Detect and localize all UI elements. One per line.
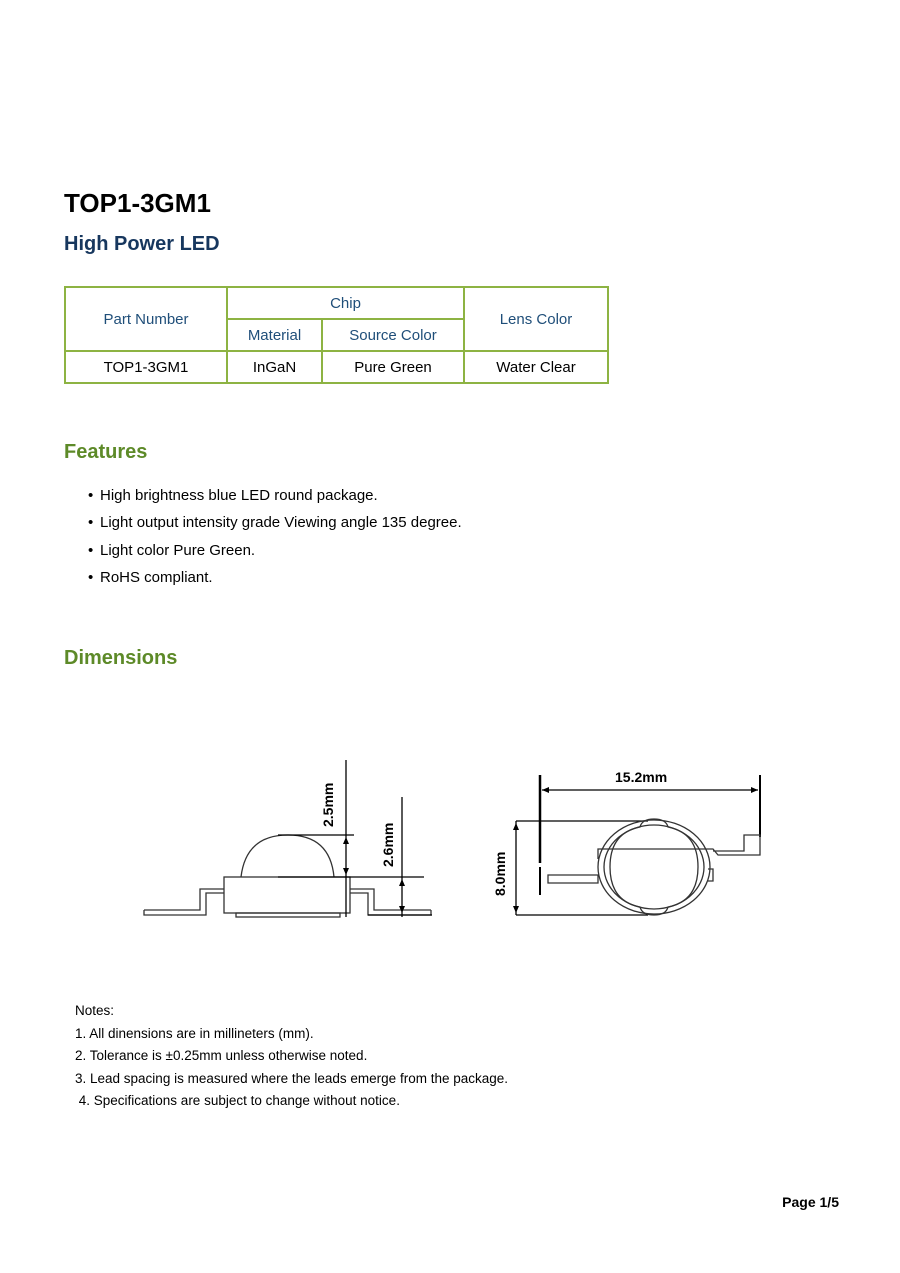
document-title: TOP1-3GM1 [64,188,211,218]
dimensions-heading: Dimensions [64,647,178,669]
lens-color-cell: Water Clear [464,351,608,383]
dome-height-label: 2.5mm [320,782,336,827]
bullet-icon: • [88,514,94,532]
document-subtitle: High Power LED [64,233,220,255]
list-item [88,513,462,540]
bullet-icon: • [88,541,94,559]
part-number-header: Part Number [65,287,227,351]
material-cell: InGaN [227,351,322,383]
notes-heading: Notes: [75,1003,115,1018]
lens-color-header: Lens Color [464,287,608,351]
note-item: 1. All dinensions are in millineters (mm). [75,1025,314,1041]
note-item: 4. Specifications are subject to change without notice. [75,1093,400,1109]
feature-text: RoHS compliant. [100,568,213,586]
spec-table [64,286,609,384]
page-number: Page 1/5 [782,1194,839,1210]
dimension-drawing [128,755,778,923]
list-item [88,568,462,595]
width-label: 8.0mm [492,851,508,896]
chip-header: Chip [227,287,464,319]
features-list [88,486,462,595]
notes [75,1000,508,1113]
bullet-icon: • [88,487,94,504]
body-height-label: 2.6mm [380,822,396,867]
note-item: 2. Tolerance is ±0.25mm unless otherwise noted. [75,1048,368,1064]
source-color-header: Source Color [322,319,464,351]
features-heading: Features [64,441,148,463]
feature-text: High brightness blue LED round package. [100,487,378,504]
material-header: Material [227,319,322,351]
list-item [88,541,462,568]
feature-text: Light color Pure Green. [100,541,256,559]
bullet-icon: • [88,568,94,586]
list-item [88,486,462,513]
spec-table-header-row [65,287,608,319]
feature-text: Light output intensity grade Viewing angle 135 degree. [100,514,462,532]
source-color-cell: Pure Green [322,351,464,383]
part-number-cell: TOP1-3GM1 [65,351,227,383]
top-view-drawing [513,775,760,915]
note-item: 3. Lead spacing is measured where the leads emerge from the package. [75,1070,509,1086]
table-row [65,351,608,383]
overall-length-label: 15.2mm [615,769,668,785]
